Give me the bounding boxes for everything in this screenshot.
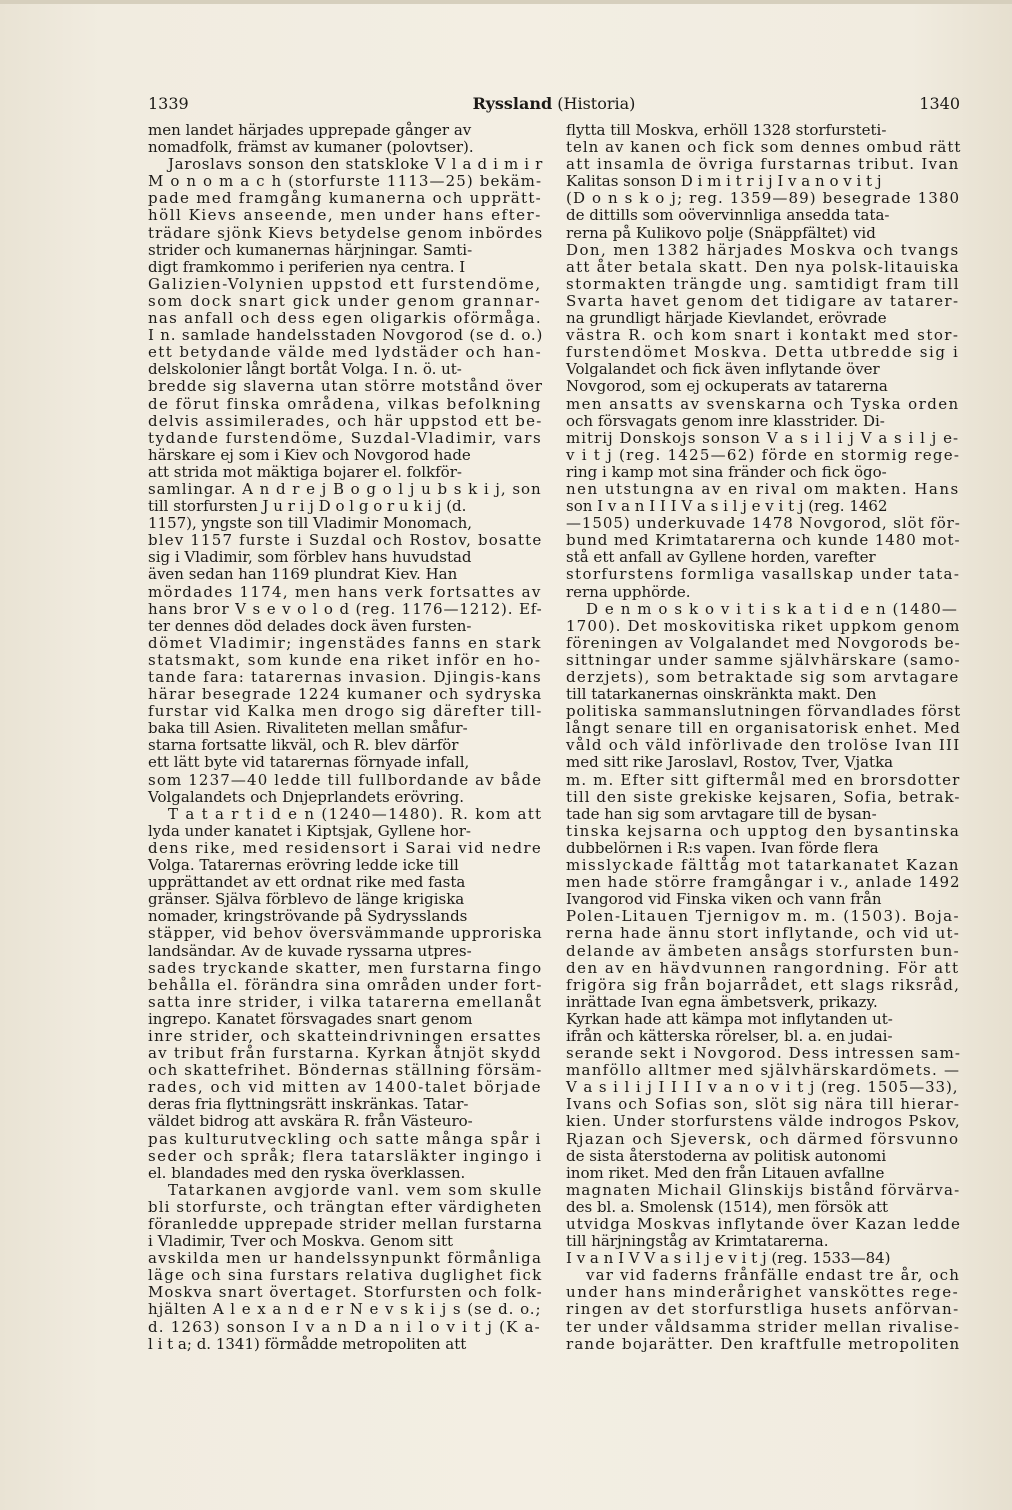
text-line: de sista återstoderna av politisk autonomi: [566, 1146, 887, 1165]
text-line: strider och kumanernas härjningar. Samti-: [148, 240, 473, 259]
left-text-column: [148, 122, 545, 1353]
text-line: och skattefrihet. Böndernas ställning försäm-: [148, 1061, 543, 1080]
text-line: upprättandet av ett ordnat rike med fasta: [148, 873, 466, 892]
text-line: landsändar. Av de kuvade ryssarna utpres-: [148, 941, 472, 960]
text-line: föranledde upprepade strider mellan furstarna: [148, 1215, 543, 1233]
text-line: Volgalandet och fick även inflytande över: [566, 360, 880, 379]
text-line: flytta till Moskva, erhöll 1328 storfursteti-: [566, 121, 887, 139]
text-line: de förut finska områdena, vilkas befolkning: [148, 394, 542, 413]
text-line: sig i Vladimir, som förblev hans huvudstad: [148, 548, 472, 567]
text-line: T a t a r t i d e n (1240—1480). R. kom att: [168, 804, 543, 823]
text-line: teln av kanen och fick som dennes ombud rätt: [566, 138, 962, 157]
text-line: att strida mot mäktiga bojarer el. folkför-: [148, 462, 462, 481]
text-line: stormakten trängde ung. samtidigt fram till: [566, 274, 960, 293]
text-line: läge och sina furstars relativa duglighet fick: [148, 1266, 543, 1285]
text-line: Galizien-Volynien uppstod ett furstendöme,: [148, 274, 542, 293]
header-subtitle: (Historia): [557, 94, 636, 113]
text-line: pas kulturutveckling och satte många spår i: [148, 1129, 542, 1148]
text-line: digt framkommo i periferien nya centra. I: [148, 257, 466, 276]
text-line: dömet Vladimir; ingenstädes fanns en stark: [148, 633, 542, 652]
text-line: ifrån och kätterska rörelser, bl. a. en judai-: [566, 1026, 893, 1045]
text-line: behålla el. förändra sina områden under fort-: [148, 975, 543, 994]
text-line: föreningen av Volgalandet med Novgorods be-: [566, 633, 961, 652]
text-line: väldet bidrog att avskära R. från Västeuro-: [148, 1112, 473, 1131]
text-line: frigöra sig från bojarrådet, ett slags riksråd,: [566, 975, 961, 994]
text-line: stäpper, vid behov översvämmande upproriska: [148, 924, 543, 943]
text-line: kien. Under storfurstens välde indrogos Pskov,: [566, 1112, 961, 1131]
text-line: v i t j (reg. 1425—62) förde en stormig rege-: [566, 445, 961, 464]
text-line: storfurstens formliga vasallskap under tata-: [566, 565, 961, 584]
text-line: delskolonier långt bortåt Volga. I n. ö. ut-: [148, 360, 462, 379]
text-line: deras fria flyttningsrätt inskränkas. Tatar-: [148, 1095, 469, 1114]
text-line: Tatarkanen avgjorde vanl. vem som skulle: [168, 1180, 543, 1199]
text-line: inrättade Ivan egna ämbetsverk, prikazy.: [566, 992, 878, 1011]
text-line: satta inre strider, i vilka tatarerna emellanåt: [148, 992, 543, 1011]
text-line: till den siste grekiske kejsaren, Sofia, betrak-: [566, 787, 961, 806]
text-line: sittningar under samme självhärskare (samo-: [566, 650, 961, 669]
text-line: rerna upphörde.: [566, 582, 691, 601]
right-text-column: [566, 122, 963, 1353]
text-line: l i t a; d. 1341) förmådde metropoliten att: [148, 1334, 467, 1353]
text-line: lyda under kanatet i Kiptsjak, Gyllene hor-: [148, 821, 471, 840]
text-line: inom riket. Med den från Litauen avfallne: [566, 1163, 885, 1182]
text-line: furstar vid Kalka men drogo sig därefter till-: [148, 702, 543, 721]
text-line: men ansatts av svenskarna och Tyska orden: [566, 394, 960, 413]
text-line: politiska sammanslutningen förvandlades först: [566, 702, 962, 721]
text-line: misslyckade fälttåg mot tatarkanatet Kazan: [566, 856, 960, 875]
text-line: gränser. Själva förblevo de länge krigiska: [148, 890, 465, 909]
text-line: även sedan han 1169 plundrat Kiev. Han: [148, 565, 458, 584]
text-line: tinska kejsarna och upptog den bysantinska: [566, 821, 961, 840]
running-header: [148, 90, 960, 118]
text-line: härar besegrade 1224 kumaner och sydryska: [148, 685, 543, 704]
text-line: baka till Asien. Rivaliteten mellan småfur-: [148, 719, 468, 738]
text-line: starna fortsatte likväl, och R. blev därför: [148, 736, 459, 755]
text-line: inre strider, och skatteindrivningen ersattes: [148, 1026, 542, 1045]
text-line: Polen-Litauen Tjernigov m. m. (1503). Boja-: [566, 907, 961, 926]
text-line: som 1237—40 ledde till fullbordande av både: [148, 770, 543, 789]
text-line: (D o n s k o j; reg. 1359—89) besegrade 1380: [566, 189, 961, 208]
text-line: na grundligt härjade Kievlandet, erövrade: [566, 309, 887, 328]
text-line: ett lätt byte vid tatarernas förnyade infall,: [148, 753, 470, 772]
text-line: under hans minderårighet vansköttes rege-: [566, 1283, 960, 1302]
text-line: avskilda men ur handelssynpunkt förmånliga: [148, 1249, 543, 1268]
text-line: att insamla de övriga furstarnas tribut. Ivan: [566, 155, 960, 174]
text-line: västra R. och kom snart i kontakt med stor-: [566, 326, 960, 345]
text-line: Kyrkan hade att kämpa mot inflytanden ut-: [566, 1009, 893, 1028]
text-line: mördades 1174, men hans verk fortsattes av: [148, 582, 542, 601]
text-line: nomadfolk, främst av kumaner (polovtser).: [148, 138, 474, 157]
text-line: nomader, kringströvande på Sydrysslands: [148, 907, 468, 926]
text-line: samlingar. A n d r e j B o g o l j u b s k i j, son: [148, 479, 542, 498]
top-edge-line: [0, 0, 1012, 4]
text-line: manföllo alltmer med självhärskardömets. —: [566, 1061, 961, 1080]
text-line: men landet härjades upprepade gånger av: [148, 121, 472, 139]
text-line: nas anfall och dess egen oligarkis oförmåga.: [148, 309, 542, 328]
text-line: d. 1263) sonson I v a n D a n i l o v i t j (K a-: [148, 1317, 541, 1336]
text-line: tade han sig som arvtagare till de bysan-: [566, 804, 877, 823]
text-line: rades, och vid mitten av 1400-talet började: [148, 1078, 543, 1097]
text-line: son I v a n I I I V a s i l j e v i t j (reg. 1462: [566, 497, 888, 516]
text-line: med sitt rike Jaroslavl, Rostov, Tver, Vjatka: [566, 753, 894, 772]
page-number-right: 1340: [919, 94, 960, 113]
text-line: tande fara: tatarernas invasion. Djingis-kans: [148, 668, 542, 686]
text-line: men hade större framgångar i v., anlade 1492: [566, 873, 961, 892]
text-line: som dock snart gick under genom grannar-: [148, 291, 542, 310]
text-line: delvis assimilerades, och här uppstod ett be-: [148, 411, 543, 430]
header-title: Ryssland: [472, 94, 553, 113]
text-line: nen utstungna av en rival om makten. Hans: [566, 479, 960, 498]
text-line: sades tryckande skatter, men furstarna fingo: [148, 958, 543, 977]
text-line: M o n o m a c h (storfurste 1113—25) bekäm-: [148, 172, 543, 191]
text-line: 1700). Det moskovitiska riket uppkom genom: [566, 616, 961, 635]
text-line: och försvagats genom inre klasstrider. Di-: [566, 411, 885, 430]
page-number-left: 1339: [148, 94, 189, 113]
text-line: ingrepo. Kanatet försvagades snart genom: [148, 1009, 473, 1028]
text-line: bund med Krimtatarerna och kunde 1480 mot-: [566, 531, 961, 550]
text-line: delande av ämbeten ansågs storfursten bun-: [566, 941, 961, 960]
text-line: V a s i l i j I I I I v a n o v i t j (reg. 1505—33),: [566, 1078, 959, 1097]
text-line: dens rike, med residensort i Sarai vid nedre: [148, 838, 543, 857]
text-line: långt senare till en organisatorisk enhet. Med: [566, 719, 961, 738]
text-line: de dittills som oövervinnliga ansedda tata-: [566, 206, 890, 225]
text-line: våld och väld införlivade den trolöse Ivan III: [566, 736, 961, 755]
text-line: Ivans och Sofias son, slöt sig nära till hierar-: [566, 1095, 961, 1114]
text-line: hans bror V s e v o l o d (reg. 1176—1212). Ef-: [148, 599, 543, 618]
text-line: ring i kamp mot sina fränder och fick ögo-: [566, 462, 887, 481]
text-line: mitrij Donskojs sonson V a s i l i j V a s i l j e-: [566, 428, 960, 447]
text-line: I n. samlade handelsstaden Novgorod (se d. o.): [148, 326, 544, 345]
text-line: furstendömet Moskva. Detta utbredde sig i: [566, 343, 960, 362]
text-line: rerna hade ännu stort inflytande, och vid ut-: [566, 924, 961, 943]
text-line: bredde sig slaverna utan större motstånd över: [148, 377, 543, 396]
text-line: bli storfurste, och trängtan efter värdigheten: [148, 1197, 543, 1216]
text-line: statsmakt, som kunde ena riket inför en ho-: [148, 650, 542, 669]
text-line: tydande furstendöme, Suzdal-Vladimir, vars: [148, 428, 543, 447]
text-line: Novgorod, som ej ockuperats av tatarerna: [566, 377, 888, 396]
text-line: dubbelörnen i R:s vapen. Ivan förde flera: [566, 838, 879, 857]
text-line: den av en hävdvunnen rangordning. För att: [566, 958, 960, 977]
text-line: av tribut från furstarna. Kyrkan åtnjöt skydd: [148, 1044, 542, 1063]
text-line: magnaten Michail Glinskijs bistånd förvärva-: [566, 1180, 961, 1199]
text-line: stå ett anfall av Gyllene horden, varefter: [566, 548, 876, 567]
text-line: härskare ej som i Kiev och Novgorod hade: [148, 445, 471, 464]
text-line: el. blandades med den ryska överklassen.: [148, 1163, 466, 1182]
text-line: ter under våldsamma strider mellan rivalise-: [566, 1317, 961, 1336]
text-line: m. m. Efter sitt giftermål med en brorsdotter: [566, 770, 961, 789]
text-line: seder och språk; flera tatarsläkter ingingo i: [148, 1146, 543, 1165]
text-line: D e n m o s k o v i t i s k a t i d e n (1480—: [586, 599, 958, 618]
header-title-group: [148, 90, 960, 118]
text-line: Volgalandets och Dnjeprlandets erövring.: [148, 787, 464, 806]
text-line: rande bojarätter. Den kraftfulle metropoliten: [566, 1334, 961, 1353]
text-line: —1505) underkuvade 1478 Novgorod, slöt för-: [566, 514, 961, 533]
text-line: att åter betala skatt. Den nya polsk-litauiska: [566, 257, 960, 276]
text-line: derzjets), som betraktade sig som arvtagare: [566, 668, 960, 686]
text-line: rerna på Kulikovo polje (Snäppfältet) vid: [566, 223, 876, 242]
text-line: Volga. Tatarernas erövring ledde icke till: [148, 856, 459, 875]
text-line: pade med framgång kumanerna och upprätt-: [148, 189, 542, 208]
text-line: Svarta havet genom det tidigare av tatarer-: [566, 291, 960, 310]
text-line: trädare sjönk Kievs betydelse genom inbördes: [148, 223, 544, 242]
text-line: Jaroslavs sonson den statskloke V l a d i m i r: [168, 155, 543, 174]
text-line: des bl. a. Smolensk (1514), men försök att: [566, 1197, 889, 1216]
text-line: ter dennes död delades dock även fursten-: [148, 616, 472, 635]
text-line: Rjazan och Sjeversk, och därmed försvunno: [566, 1129, 960, 1148]
text-line: i Vladimir, Tver och Moskva. Genom sitt: [148, 1232, 453, 1251]
text-line: utvidga Moskvas inflytande över Kazan ledde: [566, 1215, 961, 1233]
text-line: till storfursten J u r i j D o l g o r u k i j (d.: [148, 497, 467, 516]
text-line: 1157), yngste son till Vladimir Monomach,: [148, 514, 473, 533]
text-line: I v a n I V V a s i l j e v i t j (reg. 1533—84): [566, 1249, 891, 1268]
text-line: till härjningståg av Krimtatarerna.: [566, 1232, 829, 1251]
text-line: ett betydande välde med lydstäder och han-: [148, 343, 543, 362]
text-line: var vid faderns frånfälle endast tre år, och: [586, 1266, 961, 1285]
text-line: blev 1157 furste i Suzdal och Rostov, bosatte: [148, 531, 543, 550]
text-line: hjälten A l e x a n d e r N e v s k i j s (se d. o.;: [148, 1300, 542, 1319]
text-line: ringen av det storfurstliga husets anförvan-: [566, 1300, 960, 1319]
text-line: Kalitas sonson D i m i t r i j I v a n o v i t j: [566, 172, 882, 191]
text-line: Don, men 1382 härjades Moskva och tvangs: [566, 240, 960, 259]
text-line: Moskva snart övertaget. Storfursten och folk-: [148, 1283, 543, 1302]
text-line: serande sekt i Novgorod. Dess intressen sam-: [566, 1044, 962, 1063]
text-line: Ivangorod vid Finska viken och vann från: [566, 890, 882, 909]
text-line: till tatarkanernas oinskränkta makt. Den: [566, 685, 877, 704]
text-line: höll Kievs anseende, men under hans efter-: [148, 206, 542, 225]
